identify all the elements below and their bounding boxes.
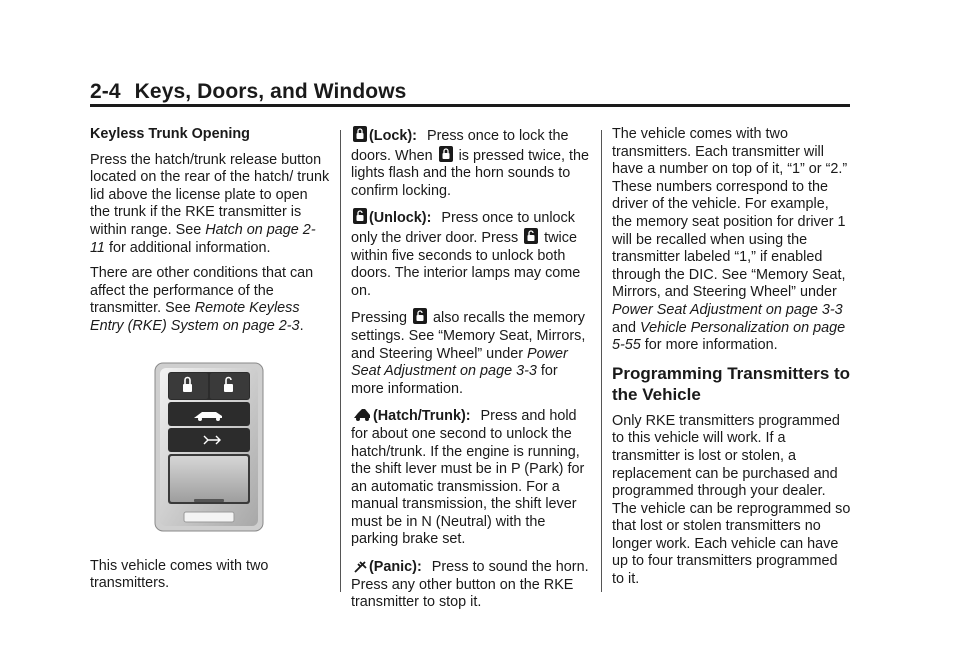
lock-icon bbox=[439, 146, 453, 162]
text: Press and hold for about one second to unlock the hatch/trunk. If the engine is running, the shift lever must be in P (Park) for an automatic transmission. For a manual transmission, the shift lever must be in N (Neutral) with the parking brake set. bbox=[351, 408, 585, 548]
column-divider-1 bbox=[340, 130, 341, 592]
lock-label: (Lock): bbox=[369, 128, 417, 144]
hatch-icon bbox=[353, 406, 371, 422]
keyless-trunk-heading: Keyless Trunk Opening bbox=[90, 126, 250, 142]
memory-recall-description bbox=[351, 308, 591, 398]
two-transmitters-paragraph: This vehicle comes with two transmitters. bbox=[90, 557, 269, 592]
text: There are other conditions that can affect the performance of the transmitter. See bbox=[90, 265, 314, 317]
xref-vehicle-personalization[interactable]: Vehicle Personalization on page 5-55 bbox=[612, 319, 846, 354]
page-header bbox=[90, 80, 850, 104]
column-2 bbox=[351, 126, 591, 620]
unlock-label: (Unlock): bbox=[369, 210, 432, 227]
text: is pressed twice, the lights flash and the horn sounds to confirm locking. bbox=[351, 147, 589, 199]
chapter-title: Keys, Doors, and Windows bbox=[134, 80, 407, 103]
hatch-description bbox=[351, 406, 591, 549]
text: also recalls the memory settings. See “Memory Seat, Mirrors, and Steering Wheel” under bbox=[351, 310, 586, 362]
text: Press once to lock the doors. When bbox=[351, 128, 569, 164]
rke-transmitter-illustration bbox=[154, 362, 264, 532]
unlock-icon bbox=[353, 208, 367, 224]
text: and bbox=[612, 319, 641, 336]
text: for more information. bbox=[640, 337, 778, 354]
panic-icon bbox=[353, 557, 367, 573]
text: Pressing bbox=[351, 310, 411, 327]
text: twice within five seconds to unlock both doors. The interior lamps may come on. bbox=[351, 229, 581, 299]
column-divider-2 bbox=[601, 130, 602, 592]
panic-label: (Panic): bbox=[369, 559, 422, 576]
text: The vehicle comes with two transmitters. Each transmitter will have a number on top of it, “1” or “2.” These numbers correspond to the driver of the vehicle. For example, the memory seat position for driver 1 will be recalled when using the transmitter labeled “1,” if enabled through the DIC. See “Memory Seat, Mirrors, and Steering Wheel” under bbox=[612, 126, 848, 301]
text: Press once to unlock only the driver door. Press bbox=[351, 210, 575, 246]
lock-description bbox=[351, 126, 591, 200]
xref-hatch[interactable]: Hatch on page 2-11 bbox=[90, 221, 316, 256]
xref-rke-system[interactable]: Remote Keyless Entry (RKE) System on page 2-3 bbox=[90, 300, 300, 334]
column-1 bbox=[90, 126, 330, 601]
hatch-label: (Hatch/Trunk): bbox=[373, 408, 471, 425]
header-rule bbox=[90, 104, 850, 107]
panic-description bbox=[351, 557, 591, 612]
text: Press to sound the horn. Press any other button on the RKE transmitter to stop it. bbox=[351, 559, 589, 611]
transmitter-numbers-paragraph bbox=[612, 126, 852, 355]
text: Press the hatch/trunk release button located on the rear of the hatch/ trunk lid above the license plate to open the trunk if the RKE transmitter is within range. See bbox=[90, 151, 330, 238]
unlock-icon bbox=[524, 228, 538, 244]
column-3 bbox=[612, 126, 852, 597]
section-number: 2-4 bbox=[90, 80, 121, 103]
text: for additional information. bbox=[104, 239, 271, 256]
xref-power-seat[interactable]: Power Seat Adjustment on page 3-3 bbox=[612, 301, 843, 318]
programming-heading: Programming Transmitters to the Vehicle bbox=[612, 363, 851, 404]
text: . bbox=[299, 317, 304, 334]
lock-icon bbox=[353, 126, 367, 142]
unlock-icon bbox=[413, 308, 427, 324]
programming-paragraph: Only RKE transmitters programmed to this vehicle will work. If a transmitter is lost or stolen, a replacement can be purchased and programmed through your dealer. The vehicle can be reprogrammed so that lost or stolen transmitters no longer work. Each vehicle can have up to four transmitters programmed to it. bbox=[612, 412, 851, 588]
xref-power-seat[interactable]: Power Seat Adjustment on page 3-3 bbox=[351, 345, 568, 380]
unlock-description bbox=[351, 208, 591, 300]
keyless-trunk-paragraph bbox=[90, 152, 330, 258]
text: for more information. bbox=[351, 363, 558, 397]
conditions-paragraph bbox=[90, 265, 330, 335]
